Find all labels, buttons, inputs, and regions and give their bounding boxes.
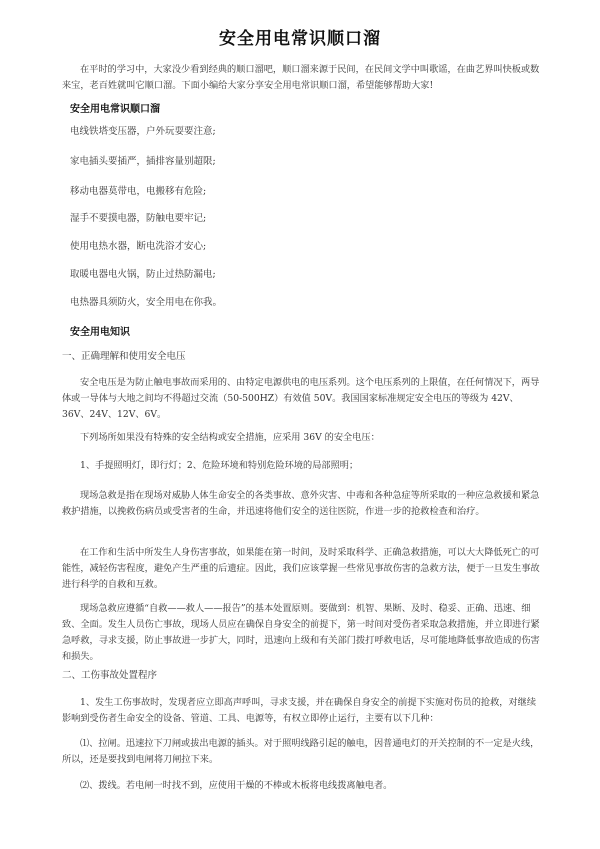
page-title: 安全用电常识顺口溜 — [219, 29, 381, 49]
rhyme-line-7: 电热器具须防火，安全用电在你我。 — [70, 297, 223, 308]
paragraph-lamp-list: 1、手提照明灯，即行灯；2、危险环境和特别危险环境的局部照明； — [80, 460, 359, 471]
knowledge-heading: 安全用电知识 — [70, 327, 130, 338]
paragraph-36v-places: 下列场所如果没有特殊的安全结构或安全措施，应采用 36V 的安全电压： — [80, 432, 380, 443]
rhyme-line-4: 湿手不要摸电器，防触电要牢记; — [70, 213, 207, 224]
paragraph-safe-voltage: 安全电压是为防止触电事故而采用的、由特定电源供电的电压系列。这个电压系列的上限值，在任何情况下，两导体或一导体与大地之间均不得超过交流（50-500HZ）有效值 50V。我国国家标准规定安全电压的等级为 42V、36V、24V、12V、6V。 — [62, 377, 540, 420]
paragraph-accident-response: 在工作和生活中所发生人身伤害事故，如果能在第一时间，及时采取科学、正确急救措施，可以大大降低死亡的可能性，减轻伤害程度，避免产生严重的后遗症。因此，我们应该掌握一些常见事故伤害的急救方法，便于一旦发生事故进行科学的自救和互救。 — [62, 547, 540, 590]
rhyme-line-3: 移动电器莫带电，电搬移有危险; — [70, 186, 207, 197]
paragraph-injury-procedure: 1、发生工伤事故时，发现者应立即高声呼叫，寻求支援，并在确保自身安全的前提下实施对伤员的抢救，对继续影响到受伤者生命安全的设备、管道、工具、电源等，有权立即停止运行，主要有以下几种： — [62, 697, 537, 724]
rhyme-heading: 安全用电常识顺口溜 — [70, 104, 160, 115]
rhyme-line-2: 家电插头要插严，插排容量别超限; — [70, 156, 216, 167]
section-1-title: 一、正确理解和使用安全电压 — [62, 351, 186, 362]
intro-paragraph: 在平时的学习中，大家没少看到经典的顺口溜吧，顺口溜来源于民间，在民间文学中叫歌谣，在曲艺界叫快板或数来宝，老百姓就叫它顺口溜。下面小编给大家分享安全用电常识顺口溜，希望能够帮助大家! — [62, 64, 540, 91]
paragraph-first-aid: 现场急救是指在现场对威胁人体生命安全的各类事故、意外灾害、中毒和各种急症等所采取的一种应急救援和紧急救护措施，以挽救伤病员或受害者的生命，并迅速将他们安全的送往医院，作进一步的抢救检查和治疗。 — [62, 490, 540, 517]
rhyme-line-1: 电线铁塔变压器，户外玩耍要注意; — [70, 126, 216, 137]
paragraph-remove-wire: ⑵、拨线。若电闸一时找不到，应使用干燥的不棒或木板将电线拨离触电者。 — [80, 780, 393, 791]
section-2-title: 二、工伤事故处置程序 — [62, 670, 158, 681]
paragraph-pull-switch: ⑴、拉闸。迅速拉下刀闸或拔出电源的插头。对于照明线路引起的触电，因普通电灯的开关控制的不一定是火线，所以，还是要找到电闸将刀闸拉下来。 — [62, 738, 540, 765]
rhyme-line-6: 取暖电器电火锅，防止过热防漏电; — [70, 269, 216, 280]
rhyme-line-5: 使用电热水器，断电洗浴才安心; — [70, 241, 207, 252]
paragraph-principles: 现场急救应遵循“自救——救人——报告”的基本处置原则。要做到：机智、果断、及时、稳妥、正确、迅速、细致、全面。发生人员伤亡事故，现场人员应在确保自身安全的前提下，第一时间对受伤者采取急救措施，并立即进行紧急呼救，寻求支援，防止事故进一步扩大，同时，迅速向上级和有关部门拨打呼救电话，尽可能地降低事故造成的伤害和损失。 — [62, 603, 540, 662]
